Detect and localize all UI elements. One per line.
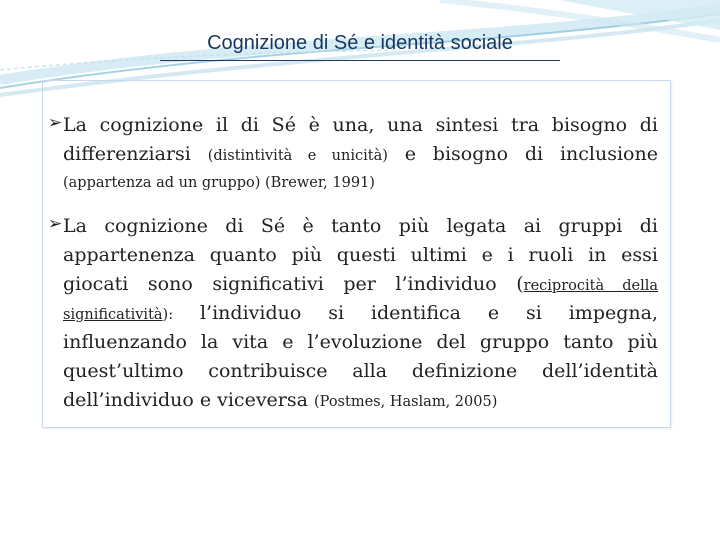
text-span: e bisogno di inclusione <box>387 143 658 165</box>
bullet-1-line-3 <box>63 170 658 196</box>
text-span: dell’individuo e viceversa <box>63 389 314 411</box>
text-span: l’individuo si identifica e si impegna, <box>173 302 658 324</box>
arrow-bullet-icon: ➢ <box>48 113 63 133</box>
text-span: La cognizione di Sé è tanto più legata ai gruppi di <box>63 215 658 237</box>
title-underline <box>160 60 560 61</box>
bullet-2-line-1 <box>63 213 658 239</box>
text-span: giocati sono significativi per l’individuo ( <box>63 273 524 295</box>
text-span-small: (appartenza ad un gruppo) (Brewer, 1991) <box>63 175 375 191</box>
text-span: La cognizione il di Sé è una, una sintesi tra bisogno di <box>63 114 658 136</box>
bullet-2-line-2 <box>63 242 658 268</box>
text-span: differenziarsi <box>63 143 208 165</box>
text-span: appartenenza quanto più questi ultimi e i ruoli in essi <box>63 244 658 266</box>
bullet-2-line-7 <box>63 387 658 415</box>
bullet-2-line-3 <box>63 271 658 299</box>
bullet-2-line-5 <box>63 329 658 355</box>
text-span: quest’ultimo contribuisce alla definizione dell’identità <box>63 360 658 382</box>
text-span-small: (distintività e unicità) <box>207 148 388 164</box>
bullet-2-line-4 <box>63 300 658 328</box>
text-span-small: (Postmes, Haslam, 2005) <box>314 394 498 410</box>
bullet-1-line-2 <box>63 141 658 169</box>
text-span-underlined: significatività <box>63 307 163 323</box>
text-span-small: ): <box>162 307 174 323</box>
slide-title: Cognizione di Sé e identità sociale <box>207 32 513 54</box>
bullet-1-line-1 <box>63 112 658 138</box>
arrow-bullet-icon: ➢ <box>48 214 63 234</box>
bullet-2-line-6 <box>63 358 658 384</box>
text-span-underlined: reciprocità della <box>523 278 658 294</box>
text-span: influenzando la vita e l’evoluzione del gruppo tanto più <box>63 331 658 353</box>
